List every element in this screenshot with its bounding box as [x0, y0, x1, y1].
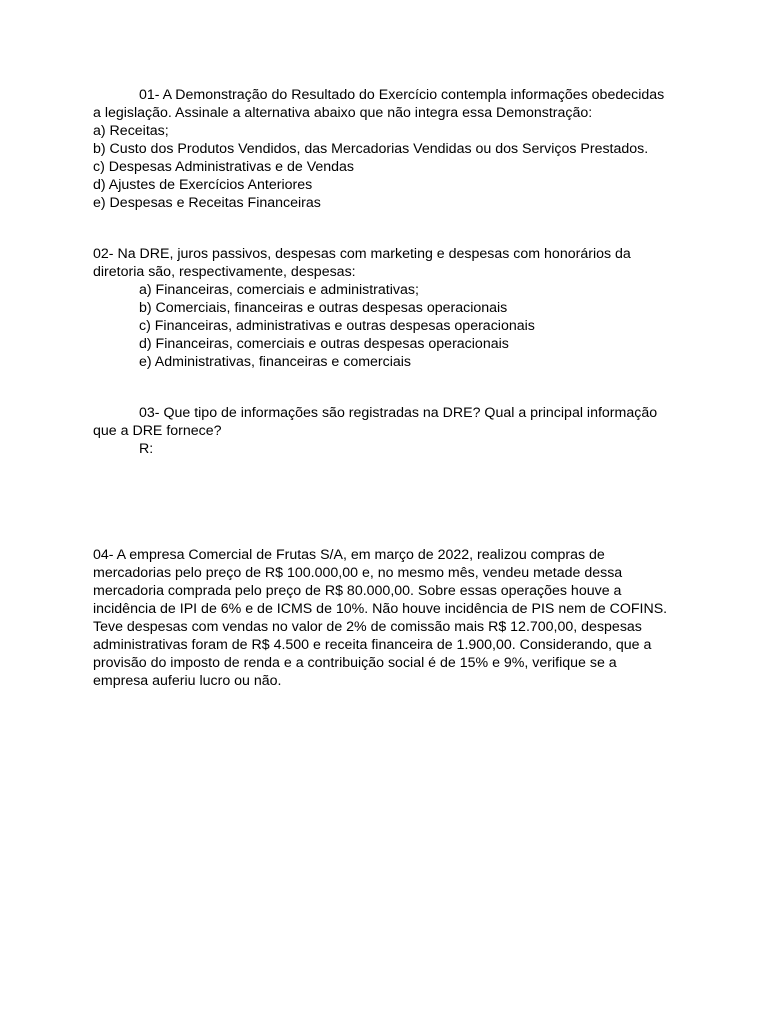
question-4-statement-line: mercadorias pelo preço de R$ 100.000,00 e, no mesmo mês, vendeu metade dessa: [93, 565, 623, 581]
question-4-statement-line: provisão do imposto de renda e a contribuição social é de 15% e 9%, verifique se a: [93, 655, 617, 671]
question-2-option-d: d) Financeiras, comerciais e outras despesas operacionais: [139, 336, 509, 352]
question-4-statement-line: mercadoria comprada pelo preço de R$ 80.000,00. Sobre essas operações houve a: [93, 583, 622, 599]
question-3-statement-line: que a DRE fornece?: [93, 423, 222, 439]
question-4-statement-line: administrativas foram de R$ 4.500 e receita financeira de 1.900,00. Considerando, que a: [93, 637, 652, 653]
question-2-statement-line: 02- Na DRE, juros passivos, despesas com marketing e despesas com honorários da: [93, 246, 631, 262]
question-1-option-b: b) Custo dos Produtos Vendidos, das Mercadorias Vendidas ou dos Serviços Prestados.: [93, 141, 649, 157]
question-4-statement-line: incidência de IPI de 6% e de ICMS de 10%. Não houve incidência de PIS nem de COFINS.: [93, 601, 668, 617]
question-2-option-e: e) Administrativas, financeiras e comerciais: [139, 354, 412, 370]
question-1-statement-line: 01- A Demonstração do Resultado do Exercício contempla informações obedecidas: [139, 87, 665, 103]
question-2-option-c: c) Financeiras, administrativas e outras despesas operacionais: [139, 318, 535, 334]
question-4-statement-line: empresa auferiu lucro ou não.: [93, 673, 282, 689]
question-2-statement-line: diretoria são, respectivamente, despesas:: [93, 264, 356, 280]
question-4-statement-line: Teve despesas com vendas no valor de 2% de comissão mais R$ 12.700,00, despesas: [93, 619, 642, 635]
question-1: [93, 86, 683, 212]
question-2: [93, 245, 683, 371]
question-4-statement-line: 04- A empresa Comercial de Frutas S/A, em março de 2022, realizou compras de: [93, 547, 605, 563]
question-1-option-c: c) Despesas Administrativas e de Vendas: [93, 159, 355, 175]
question-2-option-a: a) Financeiras, comerciais e administrativas;: [139, 282, 419, 298]
question-4: [93, 546, 683, 690]
question-1-statement-line: a legislação. Assinale a alternativa abaixo que não integra essa Demonstração:: [93, 105, 593, 121]
question-3-statement-line: 03- Que tipo de informações são registradas na DRE? Qual a principal informação: [139, 405, 658, 421]
question-3: [93, 404, 683, 458]
question-2-option-b: b) Comerciais, financeiras e outras despesas operacionais: [139, 300, 508, 316]
question-1-option-d: d) Ajustes de Exercícios Anteriores: [93, 177, 313, 193]
question-1-option-a: a) Receitas;: [93, 123, 169, 139]
question-3-answer-label: R:: [139, 441, 154, 457]
question-1-option-e: e) Despesas e Receitas Financeiras: [93, 195, 321, 211]
